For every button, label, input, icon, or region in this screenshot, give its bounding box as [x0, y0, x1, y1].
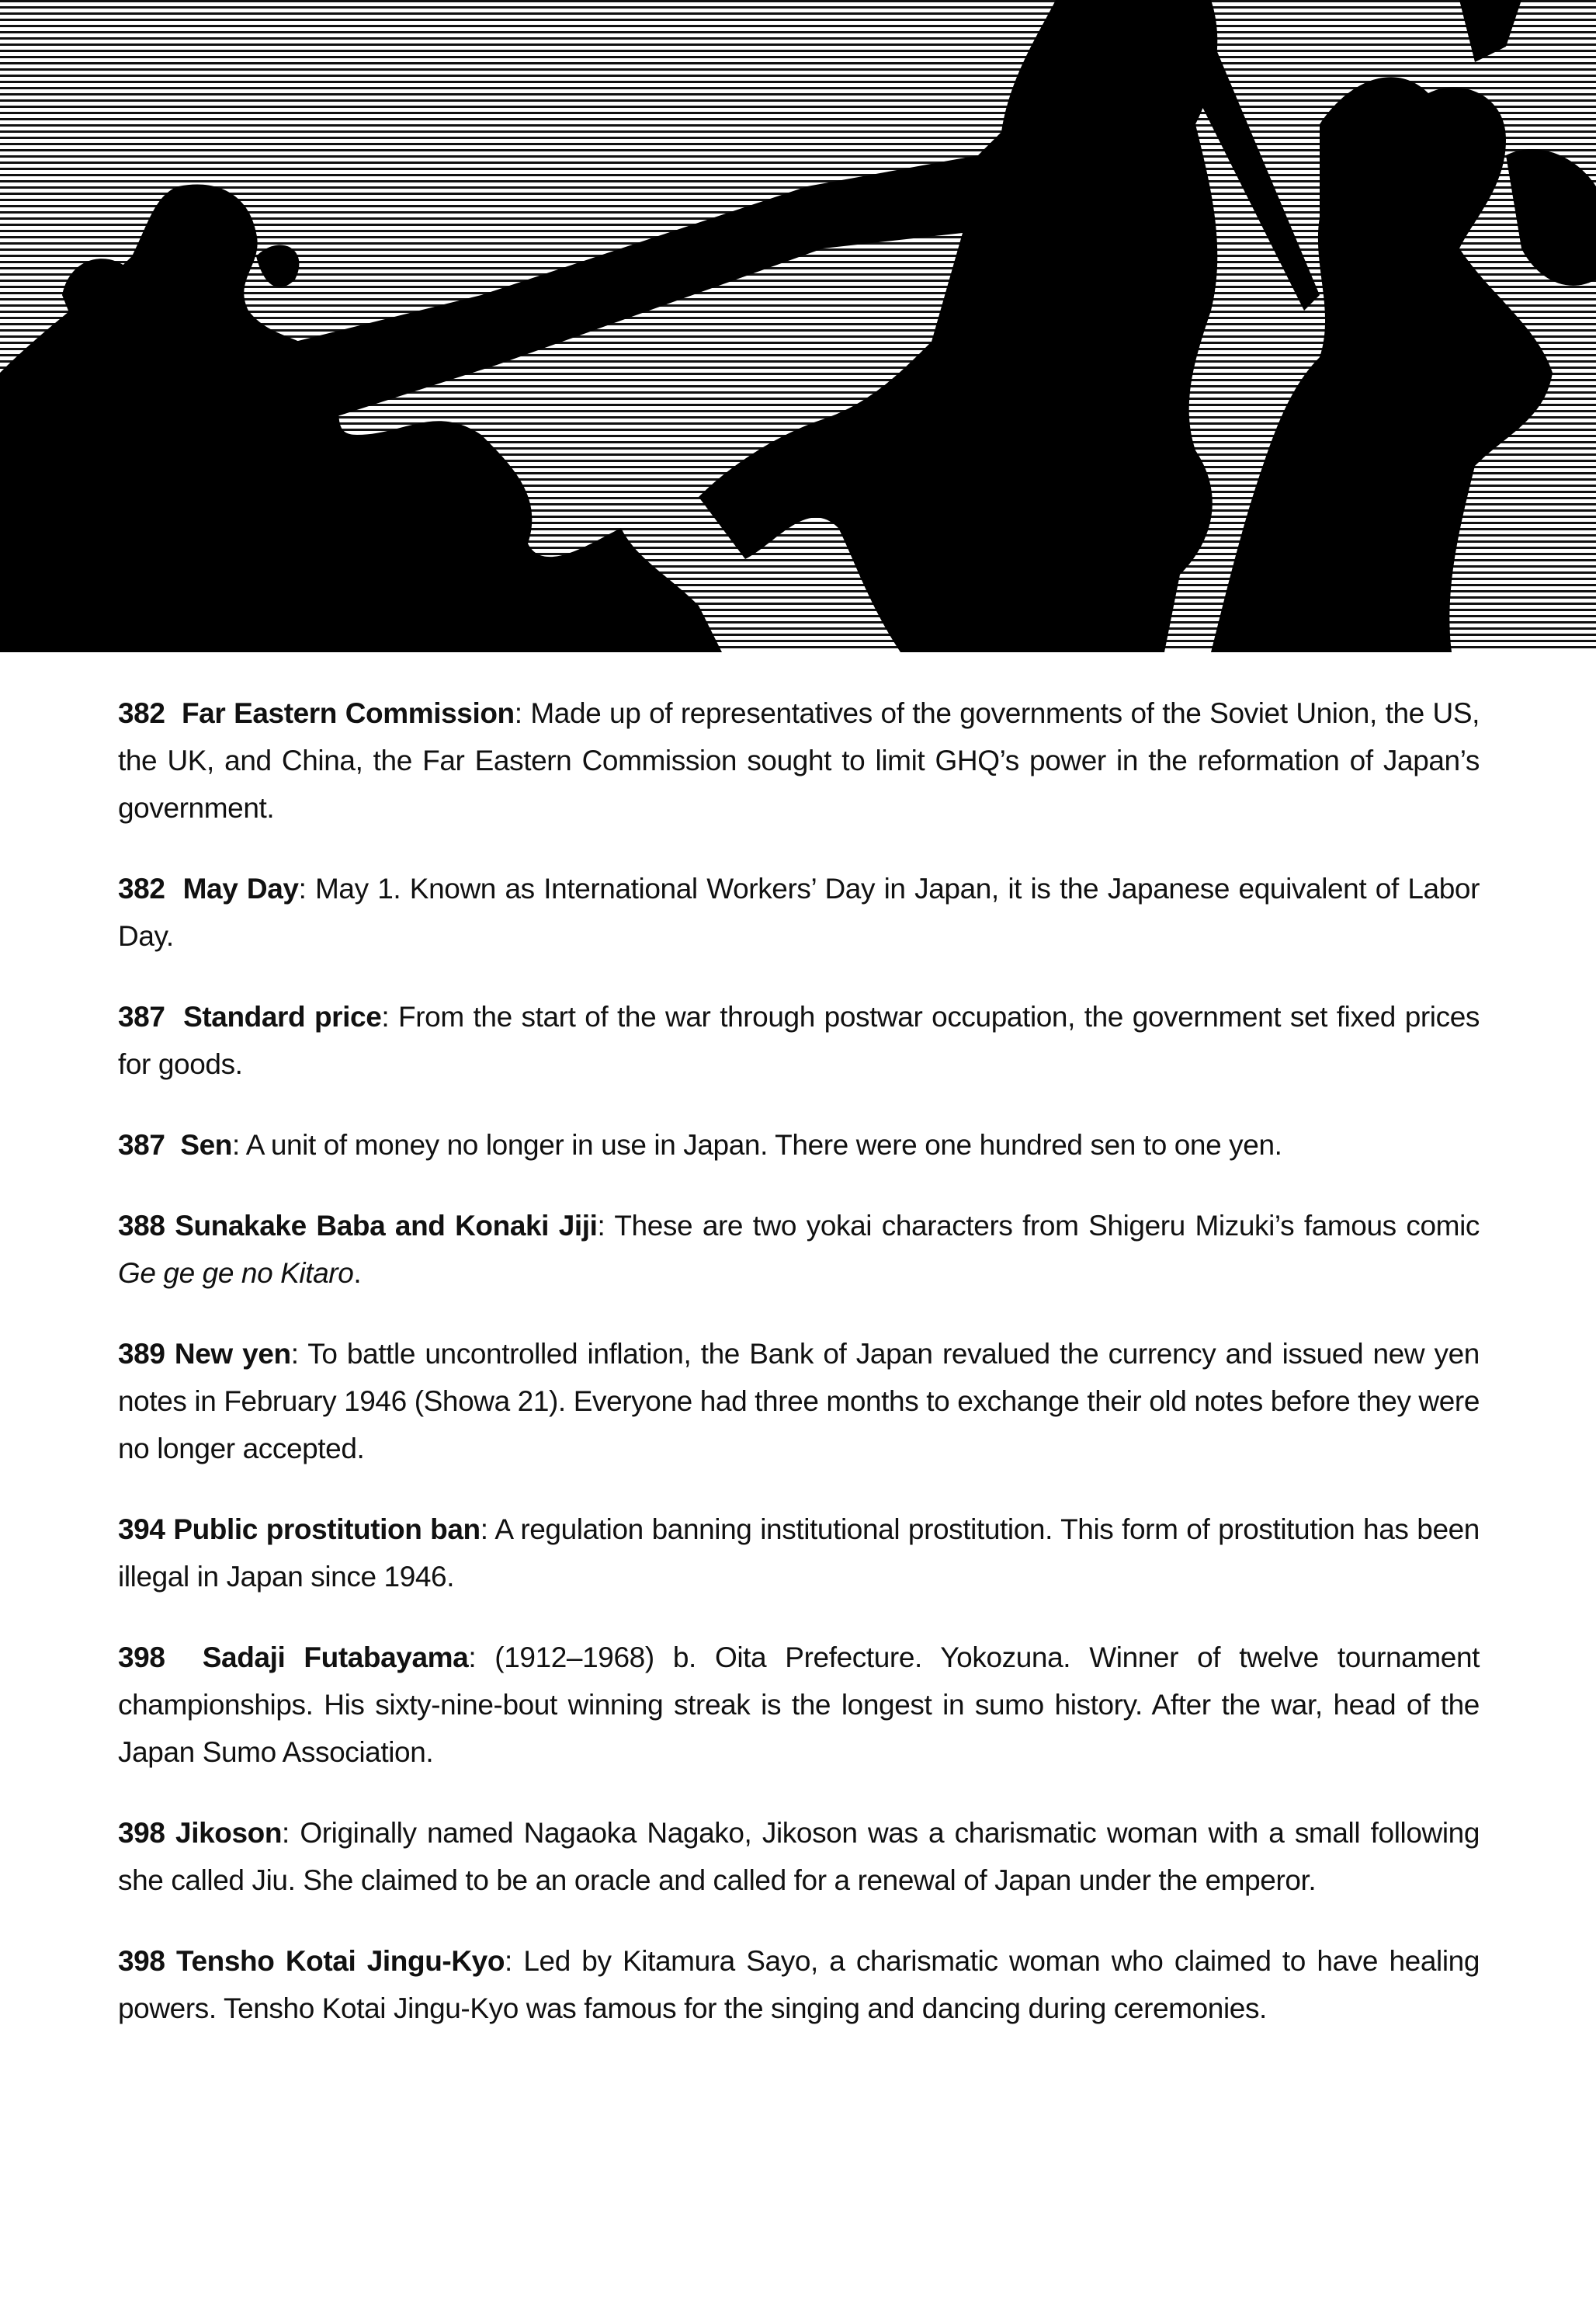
glossary-entry: [118, 1937, 1480, 2032]
glossary-term: Sadaji Futabayama: [202, 1641, 469, 1673]
glossary-entry: [118, 1506, 1480, 1600]
glossary-entry: [118, 1330, 1480, 1472]
glossary-term: Far Eastern Commission: [181, 697, 515, 729]
glossary-definition: : To battle uncontrolled inflation, the Bank of Japan revalued the currency and issued new yen notes in February 1946 (Showa 21). Everyone had three months to exchange their old notes before they were no longer accepted.: [118, 1338, 1480, 1464]
page-number: 382: [118, 873, 165, 905]
glossary-entry: [118, 1202, 1480, 1297]
glossary-definition: : (1912–1968) b. Oita Prefecture. Yokozuna. Winner of twelve tournament championships. His sixty-nine-bout winning streak is the longest in sumo history. After the war, head of the Japan Sumo Association.: [118, 1641, 1480, 1768]
glossary-term: Tensho Kotai Jingu-Kyo: [175, 1945, 505, 1977]
glossary-definition: : Originally named Nagaoka Nagako, Jikoson was a charismatic woman with a small following she called Jiu. She claimed to be an oracle and called for a renewal of Japan under the emperor.: [118, 1817, 1480, 1896]
glossary-entry: [118, 1809, 1480, 1904]
glossary-definition: : May 1. Known as International Workers’ Day in Japan, it is the Japanese equivalent of Labor Day.: [118, 873, 1480, 952]
page-number: 398: [118, 1817, 165, 1849]
glossary-term: Sen: [180, 1129, 232, 1161]
glossary-definition: : A regulation banning institutional prostitution. This form of prostitution has been illegal in Japan since 1946.: [118, 1513, 1480, 1593]
glossary-term: Standard price: [183, 1001, 382, 1033]
header-illustration: [0, 0, 1596, 652]
glossary-definition: : A unit of money no longer in use in Japan. There were one hundred sen to one yen.: [231, 1129, 1282, 1161]
glossary-term: May Day: [182, 873, 299, 905]
glossary-entry: [118, 865, 1480, 960]
glossary-term: Sunakake Baba and Konaki Jiji: [175, 1210, 598, 1242]
glossary-entry: [118, 1634, 1480, 1776]
page-number: 398: [118, 1641, 165, 1673]
page-number: 394: [118, 1513, 165, 1545]
page-number: 398: [118, 1945, 165, 1977]
glossary-notes: [118, 690, 1480, 2065]
glossary-term: Jikoson: [175, 1817, 283, 1849]
glossary-entry: [118, 993, 1480, 1088]
glossary-definition: : From the start of the war through postwar occupation, the government set fixed prices for goods.: [118, 1001, 1480, 1080]
glossary-definition: : These are two yokai characters from Shigeru Mizuki’s famous comic: [597, 1210, 1480, 1242]
glossary-term: Public prostitution ban: [173, 1513, 481, 1545]
comic-title: Ge ge ge no Kitaro: [118, 1257, 354, 1289]
page-number: 387: [118, 1001, 165, 1033]
glossary-definition: : Led by Kitamura Sayo, a charismatic woman who claimed to have healing powers. Tensho Kotai Jingu-Kyo was famous for the singing and dancing during ceremonies.: [118, 1945, 1480, 2024]
fighting-silhouettes-illustration: [0, 0, 1596, 652]
glossary-definition: : Made up of representatives of the governments of the Soviet Union, the US, the UK, and China, the Far Eastern Commission sought to limit GHQ’s power in the reformation of Japan’s government.: [118, 697, 1480, 824]
page-number: 388: [118, 1210, 165, 1242]
page-number: 387: [118, 1129, 165, 1161]
page-number: 389: [118, 1338, 165, 1370]
glossary-term: New yen: [174, 1338, 291, 1370]
glossary-definition-end: .: [353, 1257, 362, 1289]
page-number: 382: [118, 697, 165, 729]
glossary-entry: [118, 690, 1480, 832]
glossary-entry: [118, 1121, 1480, 1169]
